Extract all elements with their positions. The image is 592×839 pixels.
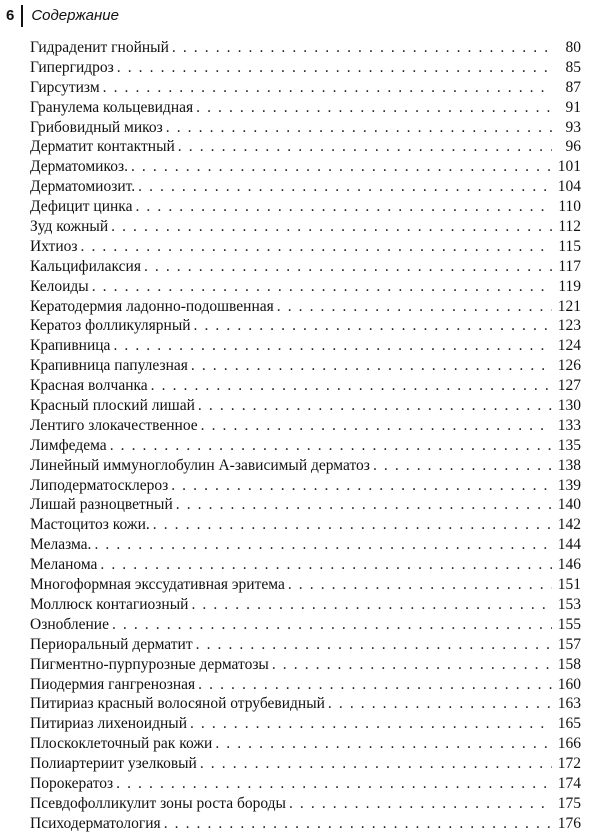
toc-entry-title: Кальцифилаксия — [30, 257, 141, 275]
toc-entry-page: 174 — [557, 774, 581, 792]
toc-entry-page: 160 — [557, 675, 581, 693]
toc-entry-title: Псевдофолликулит зоны роста бороды — [30, 794, 286, 812]
toc-entry-page: 124 — [557, 337, 581, 355]
toc-entry-title: Психодерматология — [30, 814, 161, 832]
toc-entry-title: Мастоцитоз кожи. — [30, 516, 150, 534]
toc-entry-page: 163 — [557, 695, 581, 713]
toc-entry-title: Келоиды — [30, 277, 89, 295]
toc-dot-leader — [103, 78, 552, 98]
toc-entry[interactable] — [30, 595, 581, 615]
toc-entry-page: 121 — [557, 297, 581, 315]
toc-entry-page: 146 — [557, 556, 581, 574]
toc-entry-title: Плоскоклеточный рак кожи — [30, 735, 213, 753]
toc-entry[interactable] — [30, 157, 581, 177]
toc-entry-page: 153 — [557, 595, 581, 613]
toc-dot-leader — [138, 177, 552, 197]
toc-entry-title: Гирсутизм — [30, 78, 100, 96]
toc-entry[interactable] — [30, 396, 581, 416]
toc-dot-leader — [151, 376, 552, 396]
toc-entry[interactable] — [30, 356, 581, 376]
toc-entry-title: Питириаз лихеноидный — [30, 715, 187, 733]
toc-dot-leader — [191, 595, 552, 615]
toc-entry-title: Дерматомиозит. — [30, 178, 136, 196]
toc-dot-leader — [144, 257, 552, 277]
toc-dot-leader — [131, 157, 552, 177]
toc-entry[interactable] — [30, 655, 581, 675]
toc-entry-page: 104 — [557, 178, 581, 196]
toc-entry-title: Гипергидроз — [30, 58, 114, 76]
toc-entry[interactable] — [30, 336, 581, 356]
toc-entry[interactable] — [30, 177, 581, 197]
toc-entry-page: 91 — [565, 98, 581, 116]
toc-entry[interactable] — [30, 774, 581, 794]
toc-dot-leader — [196, 635, 552, 655]
toc-entry[interactable] — [30, 257, 581, 277]
toc-dot-leader — [92, 277, 552, 297]
toc-entry-page: 144 — [557, 536, 581, 554]
toc-entry[interactable] — [30, 297, 581, 317]
toc-dot-leader — [135, 197, 552, 217]
toc-entry-page: 133 — [557, 416, 581, 434]
toc-entry-page: 80 — [565, 39, 581, 56]
toc-entry-title: Кератоз фолликулярный — [30, 317, 191, 335]
toc-entry-title: Мелазма. — [30, 536, 92, 554]
toc-entry[interactable] — [30, 38, 581, 58]
toc-dot-leader — [328, 694, 552, 714]
toc-dot-leader — [94, 535, 552, 555]
toc-entry-title: Лимфедема — [30, 436, 107, 454]
toc-entry[interactable] — [30, 476, 581, 496]
toc-dot-leader — [111, 217, 552, 237]
toc-entry-title: Дефицит цинка — [30, 198, 133, 216]
toc-dot-leader — [288, 575, 552, 595]
page-number: 6 — [6, 7, 15, 24]
toc-entry-page: 138 — [557, 456, 581, 474]
toc-entry-title: Красный плоский лишай — [30, 397, 195, 415]
header-title: Содержание — [31, 7, 119, 24]
toc-entry-page: 158 — [557, 655, 581, 673]
toc-entry[interactable] — [30, 197, 581, 217]
toc-dot-leader — [201, 416, 552, 436]
toc-entry[interactable] — [30, 575, 581, 595]
toc-dot-leader — [113, 336, 552, 356]
toc-entry-page: 126 — [557, 357, 581, 375]
toc-dot-leader — [200, 754, 552, 774]
toc-entry-page: 175 — [557, 794, 581, 812]
toc-entry-page: 110 — [558, 198, 581, 216]
toc-dot-leader — [164, 814, 552, 834]
toc-entry-title: Липодерматосклероз — [30, 476, 169, 494]
toc-entry-title: Зуд кожный — [30, 218, 109, 236]
toc-dot-leader — [178, 137, 552, 157]
toc-entry-title: Грибовидный микоз — [30, 118, 163, 136]
toc-entry-title: Ознобление — [30, 615, 109, 633]
toc-entry-page: 123 — [557, 317, 581, 335]
toc-entry-page: 151 — [557, 576, 581, 594]
toc-entry-page: 140 — [557, 496, 581, 514]
toc-entry[interactable] — [30, 436, 581, 456]
toc-entry[interactable] — [30, 376, 581, 396]
toc-entry[interactable] — [30, 217, 581, 237]
toc-entry-page: 157 — [557, 635, 581, 653]
toc-entry-page: 93 — [565, 118, 581, 136]
toc-entry-page: 119 — [558, 277, 581, 295]
toc-entry[interactable] — [30, 515, 581, 535]
toc-dot-leader — [166, 118, 552, 138]
toc-entry-page: 139 — [557, 476, 581, 494]
toc-dot-leader — [116, 774, 552, 794]
toc-entry[interactable] — [30, 456, 581, 476]
toc-dot-leader — [100, 555, 552, 575]
toc-entry-page: 172 — [557, 755, 581, 773]
toc-entry-title: Крапивница папулезная — [30, 357, 188, 375]
toc-dot-leader — [198, 396, 552, 416]
toc-dot-leader — [153, 515, 552, 535]
toc-entry-page: 112 — [558, 218, 581, 236]
toc-dot-leader — [117, 58, 552, 78]
toc-entry-page: 101 — [557, 158, 581, 176]
toc-dot-leader — [196, 98, 552, 118]
toc-entry[interactable] — [30, 694, 581, 714]
toc-entry-title: Красная волчанка — [30, 377, 148, 395]
toc-dot-leader — [191, 356, 552, 376]
toc-entry-title: Дерматомикоз. — [30, 158, 128, 176]
toc-entry[interactable] — [30, 118, 581, 138]
toc-entry[interactable] — [30, 615, 581, 635]
toc-entry-title: Периоральный дерматит — [30, 635, 193, 653]
toc-entry-title: Ихтиоз — [30, 237, 78, 255]
toc-entry[interactable] — [30, 714, 581, 734]
toc-entry-page: 155 — [557, 615, 581, 633]
toc-entry-page: 130 — [557, 397, 581, 415]
toc-entry[interactable] — [30, 316, 581, 336]
toc-entry[interactable] — [30, 98, 581, 118]
toc-entry-page: 166 — [557, 735, 581, 753]
toc-entry[interactable] — [30, 277, 581, 297]
toc-dot-leader — [172, 38, 552, 58]
toc-entry-title: Многоформная экссудативная эритема — [30, 576, 285, 594]
toc-entry-page: 96 — [565, 138, 581, 156]
toc-entry-title: Моллюск контагиозный — [30, 595, 189, 613]
toc-entry-title: Кератодермия ладонно-подошвенная — [30, 297, 274, 315]
toc-entry-page: 85 — [565, 58, 581, 76]
toc-entry-page: 117 — [558, 257, 581, 275]
toc-entry-page: 176 — [557, 814, 581, 832]
toc-entry[interactable] — [30, 58, 581, 78]
toc-dot-leader — [215, 734, 552, 754]
toc-entry[interactable] — [30, 754, 581, 774]
toc-entry-title: Гидраденит гнойный — [30, 39, 169, 56]
toc-entry-title: Лишай разноцветный — [30, 496, 173, 514]
running-header — [6, 4, 119, 28]
toc-entry-title: Полиартериит узелковый — [30, 755, 197, 773]
toc-dot-leader — [373, 456, 552, 476]
toc-entry[interactable] — [30, 495, 581, 515]
toc-entry-title: Пиодермия гангренозная — [30, 675, 196, 693]
toc-dot-leader — [171, 476, 552, 496]
toc-dot-leader — [190, 714, 552, 734]
toc-entry-title: Гранулема кольцевидная — [30, 98, 194, 116]
toc-dot-leader — [176, 495, 552, 515]
toc-dot-leader — [272, 655, 552, 675]
toc-entry[interactable] — [30, 675, 581, 695]
toc-entry-title: Крапивница — [30, 337, 111, 355]
toc-entry-page: 127 — [557, 377, 581, 395]
toc-entry-page: 115 — [558, 237, 581, 255]
table-of-contents — [30, 38, 581, 834]
toc-entry-title: Пигментно-пурпурозные дерматозы — [30, 655, 269, 673]
toc-entry[interactable] — [30, 814, 581, 834]
toc-dot-leader — [194, 316, 552, 336]
toc-entry[interactable] — [30, 635, 581, 655]
toc-entry[interactable] — [30, 137, 581, 157]
toc-entry[interactable] — [30, 555, 581, 575]
toc-dot-leader — [81, 237, 553, 257]
toc-dot-leader — [110, 436, 552, 456]
toc-entry-title: Питириаз красный волосяной отрубевидный — [30, 695, 325, 713]
toc-dot-leader — [198, 675, 552, 695]
toc-entry-page: 135 — [557, 436, 581, 454]
toc-entry[interactable] — [30, 416, 581, 436]
toc-entry[interactable] — [30, 78, 581, 98]
toc-entry-title: Дерматит контактный — [30, 138, 175, 156]
toc-dot-leader — [289, 794, 552, 814]
toc-entry-page: 165 — [557, 715, 581, 733]
toc-entry-title: Лентиго злокачественное — [30, 416, 198, 434]
toc-entry[interactable] — [30, 535, 581, 555]
header-divider — [21, 5, 23, 27]
toc-entry-page: 142 — [557, 516, 581, 534]
toc-dot-leader — [112, 615, 552, 635]
toc-entry[interactable] — [30, 237, 581, 257]
toc-entry-title: Меланома — [30, 556, 98, 574]
toc-dot-leader — [277, 297, 552, 317]
toc-entry[interactable] — [30, 734, 581, 754]
toc-entry-page: 87 — [565, 78, 581, 96]
toc-entry[interactable] — [30, 794, 581, 814]
toc-entry-title: Порокератоз — [30, 774, 114, 792]
toc-entry-title: Линейный иммуноглобулин А-зависимый дерматоз — [30, 456, 370, 474]
